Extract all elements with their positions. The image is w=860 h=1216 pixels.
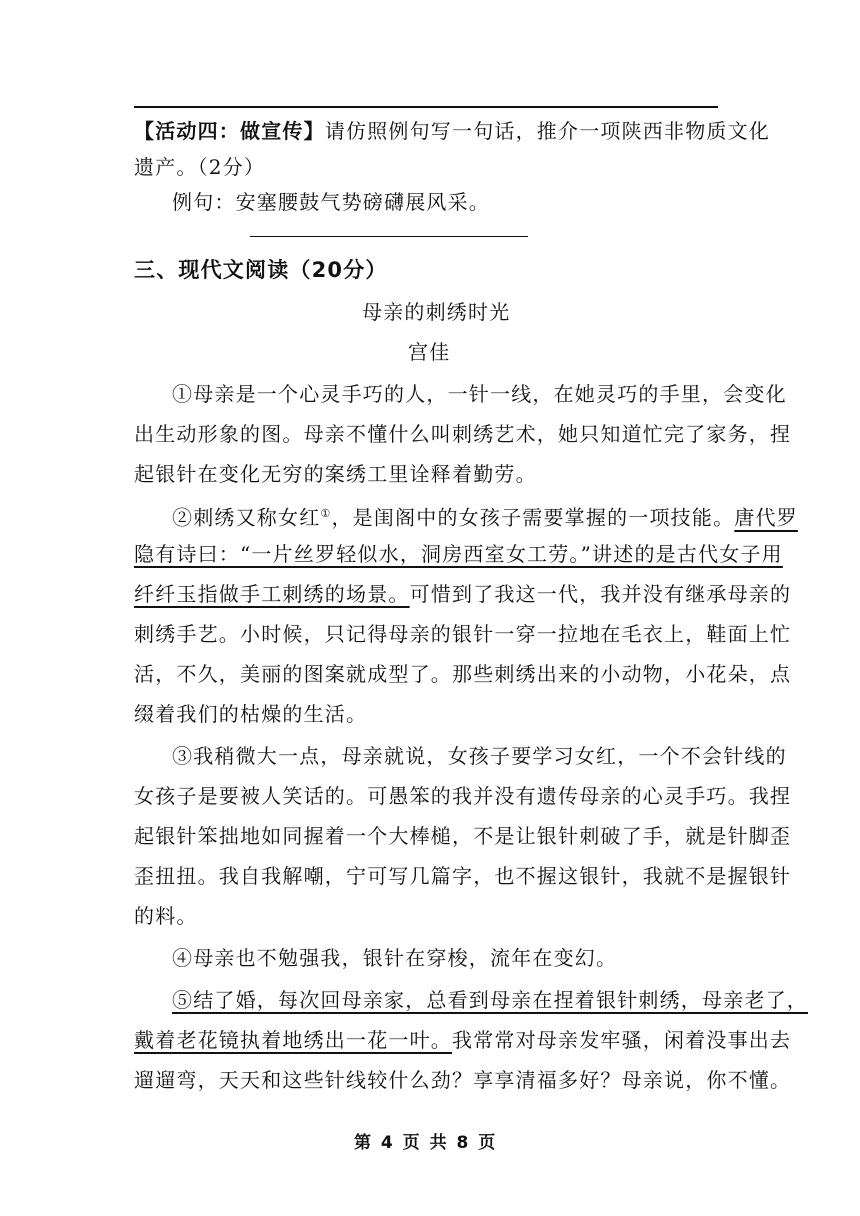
p2-line1: [172, 500, 798, 532]
p2-line1-underlined: 唐代罗: [734, 505, 798, 530]
p2-line1-rest: ，是闺阁中的女孩子需要掌握的一项技能。: [331, 505, 735, 530]
p2-line2-underlined: 隐有诗曰：“一片丝罗轻似水，洞房西室女工劳。”讲述的是古代女子用: [134, 542, 783, 566]
p2-line3: [134, 580, 791, 608]
p1-line1: ①母亲是一个心灵手巧的人，一针一线，在她灵巧的手里，会变化: [172, 382, 787, 406]
p2-line6: 缀着我们的枯燥的生活。: [134, 702, 368, 726]
p5-line2: [134, 1026, 791, 1054]
section3-heading: 三、现代文阅读（20分）: [134, 258, 388, 282]
p1-line3: 起银针在变化无穷的案绣工里诠释着勤劳。: [134, 462, 537, 486]
activity4-example: 例句：安塞腰鼓气势磅礴展风采。: [172, 190, 490, 214]
answer-blank-line[interactable]: [250, 236, 528, 237]
p2-line1-plain: ②刺绣又称女红: [172, 505, 321, 530]
p4-line1: ④母亲也不勉强我，银针在穿梭，流年在变幻。: [172, 946, 618, 970]
p3-line2: 女孩子是要被人笑话的。可愚笨的我并没有遗传母亲的心灵手巧。我捏: [134, 784, 792, 808]
article-author: 宫佳: [408, 340, 451, 364]
p5-line1: [172, 986, 808, 1014]
activity4-title: 【活动四：做宣传】: [134, 119, 325, 143]
top-divider: [134, 106, 718, 108]
p5-line3: 遛遛弯，天天和这些针线较什么劲？享享清福多好？母亲说，你不懂。: [134, 1068, 792, 1092]
article-title: 母亲的刺绣时光: [362, 300, 511, 324]
p3-line3: 起银针笨拙地如同握着一个大棒槌，不是让银针刺破了手，就是针脚歪: [134, 824, 792, 848]
p2-line4: 刺绣手艺。小时候，只记得母亲的银针一穿一拉地在毛衣上，鞋面上忙: [134, 622, 792, 646]
p5-line1-underlined: ⑤结了婚，每次回母亲家，总看到母亲在捏着银针刺绣，母亲老了，: [172, 988, 808, 1012]
p3-line1: ③我稍微大一点，母亲就说，女孩子要学习女红，一个不会针线的: [172, 744, 787, 768]
footnote-marker: ①: [320, 507, 332, 520]
p2-line2: [134, 540, 783, 568]
activity4-prompt-text: 请仿照例句写一句话，推介一项陕西非物质文化: [324, 119, 771, 143]
p1-line2: 出生动形象的图。母亲不懂什么叫刺绣艺术，她只知道忙完了家务，捏: [134, 422, 792, 446]
p3-line5: 的料。: [134, 904, 198, 928]
p2-line3-underlined: 纤纤玉指做手工刺绣的场景。: [134, 582, 410, 606]
activity4-prompt-line2: 遗产。（2分）: [134, 155, 266, 179]
p3-line4: 歪扭扭。我自我解嘲，宁可写几篇字，也不握这银针，我就不是握银针: [134, 864, 792, 888]
p5-line2-underlined: 戴着老花镜执着地绣出一花一叶。: [134, 1028, 452, 1052]
activity4-prompt-line1: [134, 117, 770, 145]
p2-line5: 活，不久，美丽的图案就成型了。那些刺绣出来的小动物，小花朵，点: [134, 662, 792, 686]
p2-line3-rest: 可惜到了我这一代，我并没有继承母亲的: [409, 582, 792, 606]
page-footer: 第 4 页 共 8 页: [354, 1133, 498, 1153]
p5-line2-rest: 我常常对母亲发牢骚，闲着没事出去: [452, 1028, 792, 1052]
